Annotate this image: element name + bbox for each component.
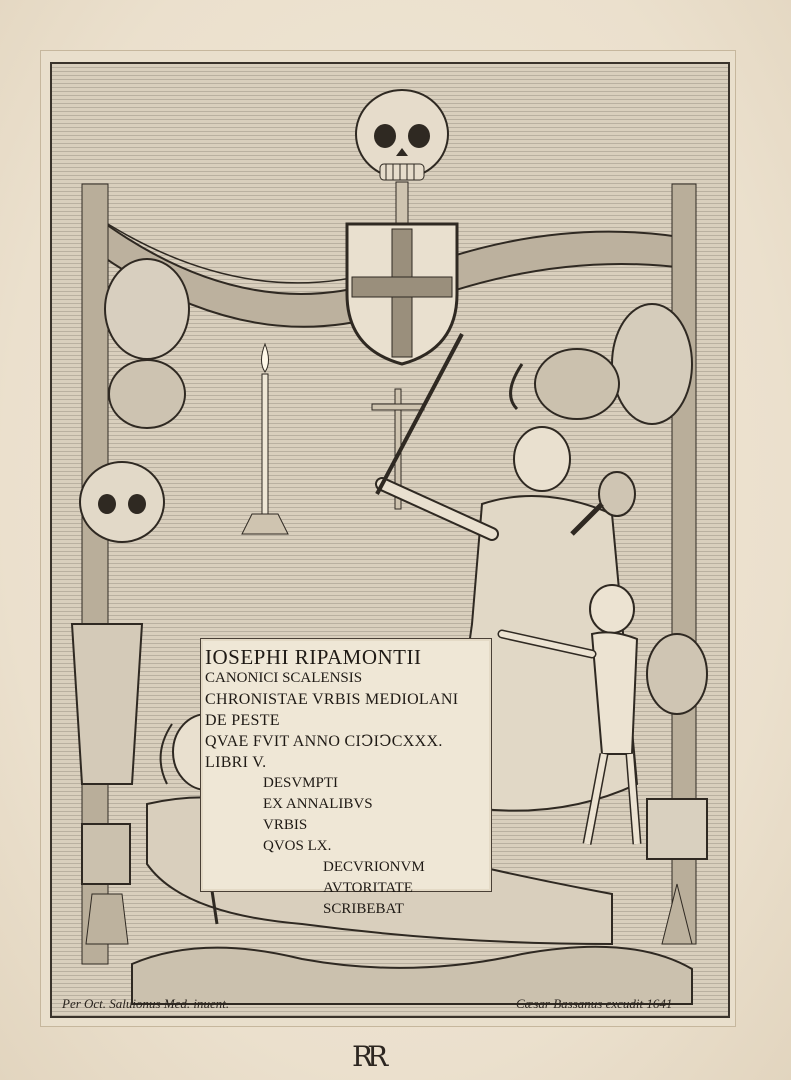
title-line-annalibus: EX ANNALIBVS [263, 796, 373, 812]
title-line-quos: QVOS LX. [263, 838, 332, 854]
title-line-desumpti: DESVMPTI [263, 775, 339, 791]
engraved-frontispiece [50, 62, 730, 1018]
right-trophies-icon [612, 184, 707, 944]
title-line-author: IOSEPHI RIPAMONTII [205, 645, 422, 669]
title-line-autoritate: AVTORITATE [323, 880, 413, 896]
dragon-head-icon [511, 349, 619, 419]
title-inscription [205, 647, 489, 920]
imprint-engraver: Cæsar Bassanus excudit 1641 [516, 996, 673, 1011]
title-line-decurionum: DECVRIONVM [323, 859, 425, 875]
imprint-inventor: Per Oct. Saluionus Med. inuent. [62, 996, 230, 1011]
title-line-urbis: VRBIS [263, 817, 308, 833]
title-line-books: LIBRI V. [205, 754, 267, 771]
candle-icon [242, 344, 288, 534]
title-line-chronicler: CHRONISTAE VRBIS MEDIOLANI [205, 691, 459, 708]
title-line-office: CANONICI SCALENSIS [205, 670, 363, 686]
title-line-scribebat: SCRIBEBAT [323, 901, 404, 917]
skull-top-icon [356, 90, 448, 242]
inscription-tablet [200, 638, 492, 917]
coat-of-arms-shield-icon [347, 224, 457, 364]
title-line-year: QVAE FVIT ANNO CIↃIↃCXXX. [205, 733, 443, 750]
title-line-de-peste: DE PESTE [205, 712, 280, 729]
collector-monogram: RR [352, 1040, 383, 1073]
